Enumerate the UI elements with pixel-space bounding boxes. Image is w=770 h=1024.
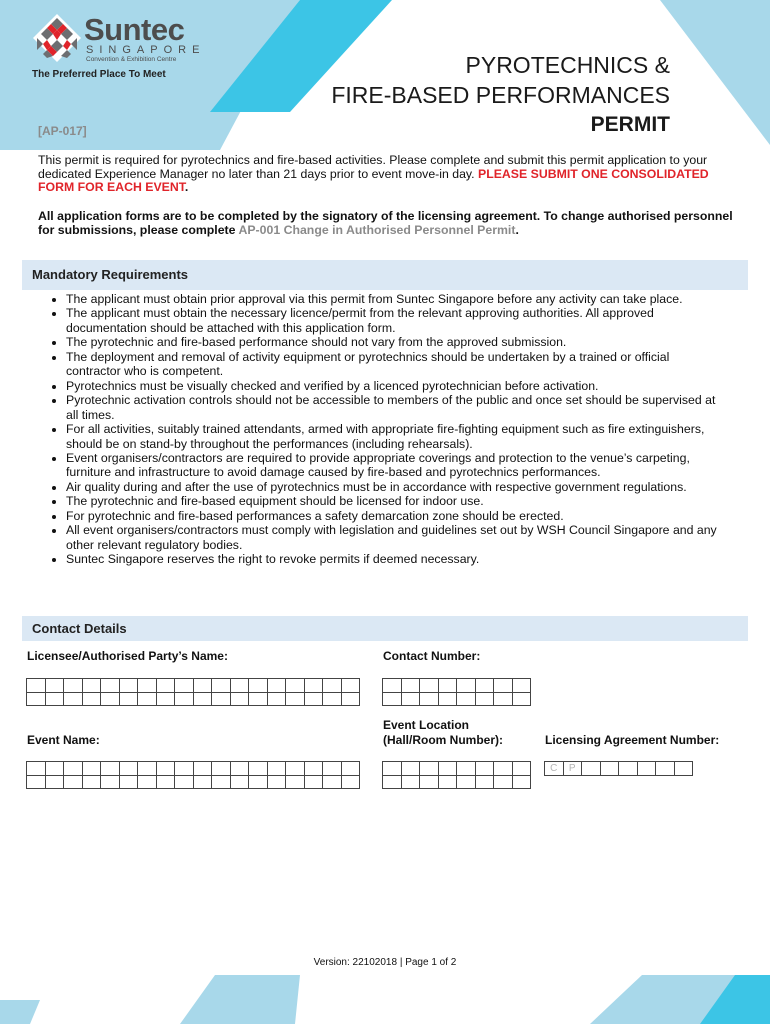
character-box[interactable] [285,761,305,776]
authorisation-text: All application forms are to be completed by the signatory of the licensing agreement. To change authorised personnel for submissions, please complete [38,209,733,237]
character-box[interactable] [267,692,287,707]
character-box[interactable] [230,775,250,790]
character-box[interactable] [248,678,268,693]
licensing-agreement-label: Licensing Agreement Number: [545,733,720,747]
list-item: • For pyrotechnic and fire-based performances a safety demarcation zone should be erected. [66,509,726,523]
character-box[interactable] [285,678,305,693]
character-box[interactable] [248,775,268,790]
footer-left-shape [0,1000,40,1024]
character-box[interactable] [267,775,287,790]
character-box[interactable] [438,775,458,790]
character-box[interactable] [211,761,231,776]
contact-heading: Contact Details [32,621,127,636]
grid-row [27,761,360,776]
character-box[interactable] [100,692,120,707]
character-box[interactable] [382,678,402,693]
intro-period: . [184,180,189,195]
character-box[interactable] [475,692,495,707]
character-box[interactable] [26,678,46,693]
character-box[interactable] [63,761,83,776]
intro-paragraph [38,154,738,195]
character-box[interactable] [26,775,46,790]
list-item: • Event organisers/contractors are required to provide appropriate coverings and protection to the venue’s carpeting, furniture and infrastructure to avoid damage caused by fire-based and pyrotechnics performances. [66,451,726,480]
grid-row [383,693,531,707]
requirements-list [38,292,726,567]
character-box[interactable] [674,761,694,776]
character-box[interactable] [285,692,305,707]
character-box[interactable] [82,775,102,790]
character-box[interactable] [230,678,250,693]
character-box[interactable] [493,775,513,790]
character-box[interactable] [341,775,361,790]
character-box[interactable] [438,761,458,776]
list-item: • Air quality during and after the use of pyrotechnics must be in accordance with respective government regulations. [66,480,726,494]
logo-subtitle: SINGAPORE [86,44,206,56]
character-box[interactable] [63,775,83,790]
grid-row [383,678,531,693]
grid-row [27,693,360,707]
character-box[interactable] [438,678,458,693]
character-box[interactable] [174,678,194,693]
character-box[interactable] [382,775,402,790]
character-box[interactable] [322,761,342,776]
list-item: • All event organisers/contractors must comply with legislation and guidelines set out by WSH Council Singapore and any other relevant regulatory bodies. [66,523,726,552]
character-box[interactable] [119,775,139,790]
intro-text: This permit is required for pyrotechnics and fire-based activities. Please complete and submit this permit application to your dedicated Experience Manager no later than 21 days prior to event move-in day. [38,153,708,181]
character-box[interactable] [456,678,476,693]
character-box[interactable] [156,761,176,776]
character-box[interactable] [456,775,476,790]
mandatory-section-header [22,260,748,290]
character-box[interactable] [156,775,176,790]
character-box[interactable] [475,678,495,693]
character-box[interactable] [655,761,675,776]
character-box[interactable] [45,761,65,776]
character-box[interactable] [322,692,342,707]
character-box[interactable] [100,678,120,693]
character-box[interactable] [475,761,495,776]
character-box[interactable] [618,761,638,776]
character-box[interactable] [456,761,476,776]
grid-row [27,678,360,693]
logo-wordmark: Suntec [84,12,185,47]
character-box[interactable] [137,692,157,707]
page-title-line-1: PYROTECHNICS & [465,52,670,78]
character-box[interactable] [137,678,157,693]
character-box[interactable] [304,678,324,693]
mandatory-heading: Mandatory Requirements [32,267,189,282]
character-box[interactable] [45,692,65,707]
character-box[interactable] [174,692,194,707]
character-box[interactable] [322,775,342,790]
character-box[interactable] [193,761,213,776]
character-box[interactable] [248,761,268,776]
contact-number-label: Contact Number: [383,649,481,663]
character-box[interactable] [100,761,120,776]
character-box[interactable] [230,761,250,776]
character-box[interactable] [382,761,402,776]
licensing-agreement-input[interactable] [545,761,693,776]
character-box[interactable] [63,678,83,693]
event-location-input[interactable] [383,761,531,789]
footer-version: Version: 22102018 | Page 1 of 2 [313,957,457,968]
ap001-link[interactable]: AP-001 Change in Authorised Personnel Permit [238,222,516,237]
character-box[interactable] [211,692,231,707]
event-location-label-2: (Hall/Room Number): [383,733,503,747]
tagline: The Preferred Place To Meet [32,69,166,80]
list-item: • The pyrotechnic and fire-based equipment should be licensed for indoor use. [66,494,726,508]
character-box[interactable] [512,692,532,707]
list-item: • Suntec Singapore reserves the right to revoke permits if deemed necessary. [66,552,726,566]
character-box[interactable] [493,678,513,693]
character-box[interactable] [193,775,213,790]
form-code: [AP-017] [38,124,87,138]
character-box[interactable] [156,678,176,693]
event-name-input[interactable] [27,761,360,789]
character-box[interactable] [438,692,458,707]
character-box[interactable] [600,761,620,776]
event-name-label: Event Name: [27,733,100,747]
contact-number-input[interactable] [383,678,531,706]
character-box[interactable] [493,761,513,776]
character-box[interactable] [512,775,532,790]
footer-mid-shape [180,975,300,1024]
character-box[interactable] [156,692,176,707]
list-item: • The applicant must obtain the necessary licence/permit from the relevant approving authorities. All approved documentation should be attached with this application form. [66,306,726,335]
list-item: • The applicant must obtain prior approval via this permit from Suntec Singapore before any activity can take place. [66,292,726,306]
character-box[interactable] [26,761,46,776]
character-box[interactable] [26,692,46,707]
character-box[interactable] [401,761,421,776]
character-box[interactable] [419,761,439,776]
character-box[interactable] [193,678,213,693]
character-box[interactable] [419,692,439,707]
character-box[interactable] [211,775,231,790]
character-box[interactable] [341,761,361,776]
contact-section-header [22,616,748,641]
character-box[interactable] [456,692,476,707]
character-box[interactable] [304,761,324,776]
character-box[interactable] [285,775,305,790]
list-item: • The pyrotechnic and fire-based performance should not vary from the approved submission. [66,335,726,349]
grid-row [383,776,531,790]
character-box[interactable] [267,678,287,693]
intro-warning: PLEASE SUBMIT ONE CONSOLIDATED FORM FOR EACH EVENT [38,166,709,195]
character-box[interactable] [119,678,139,693]
grid-row [383,761,531,776]
character-box[interactable] [63,692,83,707]
header-right-shape [660,0,770,145]
character-box[interactable] [419,678,439,693]
list-item: • For all activities, suitably trained attendants, armed with appropriate fire-fighting equipment such as fire extinguishers, should be on stand-by throughout the performances (including rehearsals). [66,422,726,451]
character-box[interactable] [211,678,231,693]
character-box[interactable] [322,678,342,693]
character-box[interactable] [193,692,213,707]
character-box[interactable] [267,761,287,776]
list-item: • Pyrotechnics must be visually checked and verified by a licenced pyrotechnician before activation. [66,379,726,393]
page-title-line-2: FIRE-BASED PERFORMANCES [331,82,670,108]
character-box[interactable] [230,692,250,707]
character-box[interactable] [174,761,194,776]
character-box[interactable] [304,692,324,707]
character-box[interactable] [493,692,513,707]
character-box[interactable] [401,678,421,693]
list-item: • The deployment and removal of activity equipment or pyrotechnics should be undertaken by a trained or official contractor who is competent. [66,350,726,379]
character-box[interactable] [82,761,102,776]
character-box[interactable]: P [563,761,583,776]
list-item: • Pyrotechnic activation controls should not be accessible to members of the public and once set should be supervised at all times. [66,393,726,422]
character-box[interactable] [382,692,402,707]
character-box[interactable] [341,692,361,707]
character-box[interactable] [401,775,421,790]
authorisation-period: . [515,222,519,237]
character-box[interactable] [45,678,65,693]
character-box[interactable] [45,775,65,790]
character-box[interactable] [341,678,361,693]
character-box[interactable] [401,692,421,707]
character-box[interactable] [581,761,601,776]
logo-subtitle-2: Convention & Exhibition Centre [86,56,177,63]
character-box[interactable] [512,678,532,693]
character-box[interactable] [119,692,139,707]
character-box[interactable] [419,775,439,790]
grid-row [27,776,360,790]
character-box[interactable] [512,761,532,776]
character-box[interactable] [637,761,657,776]
character-box[interactable] [119,761,139,776]
character-box[interactable] [475,775,495,790]
grid-row [545,761,693,776]
licensee-label: Licensee/Authorised Party’s Name: [27,649,228,663]
licensee-name-input[interactable] [27,678,360,706]
character-box[interactable] [82,678,102,693]
character-box[interactable] [100,775,120,790]
character-box[interactable] [137,761,157,776]
character-box[interactable] [137,775,157,790]
character-box[interactable] [304,775,324,790]
page-title-line-3: PERMIT [590,113,670,136]
character-box[interactable] [174,775,194,790]
character-box[interactable] [82,692,102,707]
authorisation-paragraph [38,210,738,237]
character-box[interactable] [248,692,268,707]
event-location-label-1: Event Location [383,718,470,732]
character-box[interactable]: C [544,761,564,776]
